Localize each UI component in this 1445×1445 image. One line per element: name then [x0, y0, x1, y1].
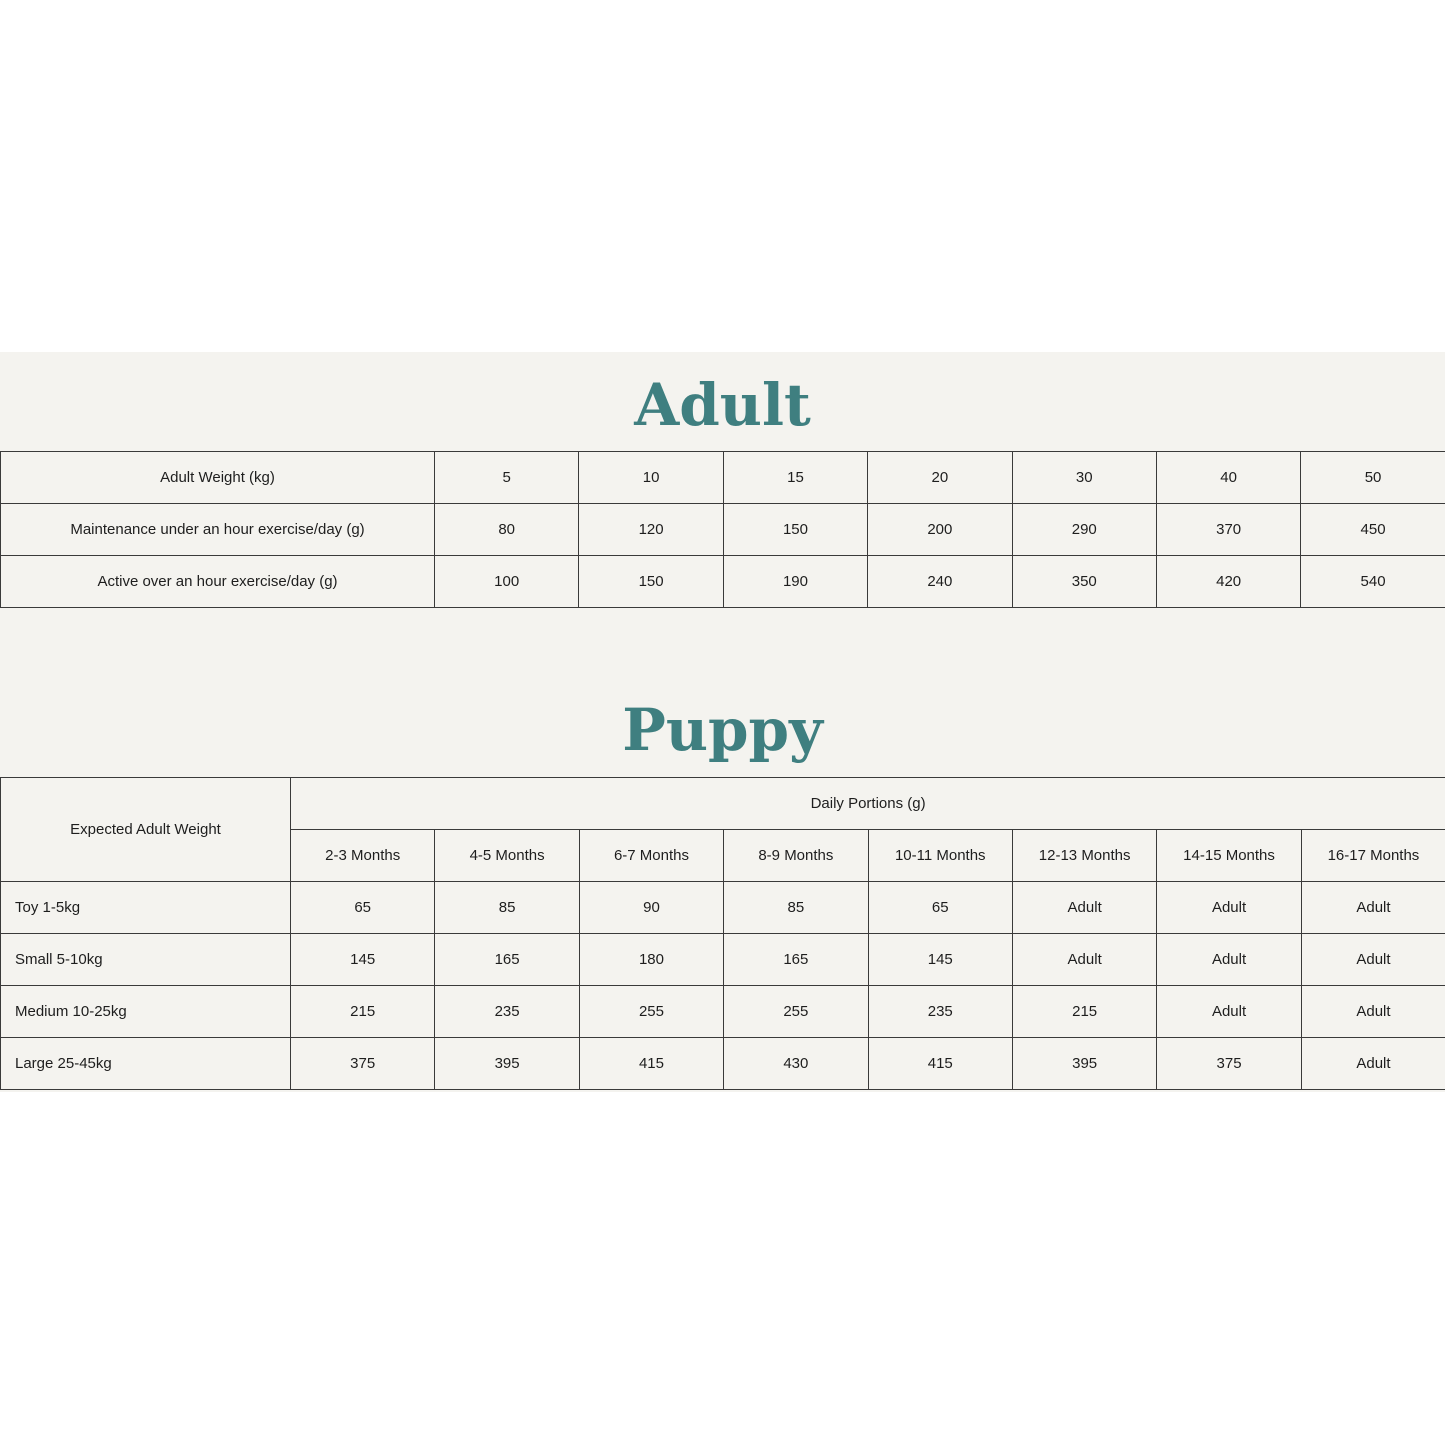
- row-label: Active over an hour exercise/day (g): [1, 556, 435, 608]
- adult-feeding-table: [0, 451, 1445, 608]
- table-cell: 85: [724, 882, 868, 934]
- adult-weight-value: 20: [868, 452, 1012, 504]
- expected-adult-weight-header: Expected Adult Weight: [1, 778, 291, 882]
- row-label: Maintenance under an hour exercise/day (g): [1, 504, 435, 556]
- table-cell: Adult: [1012, 882, 1156, 934]
- table-cell: 190: [723, 556, 867, 608]
- adult-weight-header-row: [1, 452, 1445, 504]
- adult-weight-value: 15: [723, 452, 867, 504]
- table-cell: 240: [868, 556, 1012, 608]
- adult-weight-value: 30: [1012, 452, 1156, 504]
- table-cell: Adult: [1301, 1038, 1445, 1090]
- table-cell: Adult: [1157, 934, 1301, 986]
- age-column-header: 10-11 Months: [868, 830, 1012, 882]
- table-row: [1, 986, 1445, 1038]
- adult-weight-value: 10: [579, 452, 723, 504]
- adult-weight-header-label: Adult Weight (kg): [1, 452, 435, 504]
- table-cell: 215: [291, 986, 435, 1038]
- table-cell: 120: [579, 504, 723, 556]
- table-cell: Adult: [1157, 882, 1301, 934]
- table-cell: 165: [724, 934, 868, 986]
- table-cell: 145: [868, 934, 1012, 986]
- table-cell: 375: [1157, 1038, 1301, 1090]
- adult-weight-value: 50: [1301, 452, 1445, 504]
- table-cell: 395: [1012, 1038, 1156, 1090]
- table-cell: 165: [435, 934, 579, 986]
- table-cell: 255: [579, 986, 723, 1038]
- table-cell: 430: [724, 1038, 868, 1090]
- row-label: Medium 10-25kg: [1, 986, 291, 1038]
- age-column-header: 4-5 Months: [435, 830, 579, 882]
- table-cell: Adult: [1012, 934, 1156, 986]
- adult-weight-value: 5: [435, 452, 579, 504]
- table-cell: 450: [1301, 504, 1445, 556]
- row-label: Large 25-45kg: [1, 1038, 291, 1090]
- table-cell: 180: [579, 934, 723, 986]
- puppy-section-title: Puppy: [622, 696, 823, 764]
- table-cell: 540: [1301, 556, 1445, 608]
- table-cell: 145: [291, 934, 435, 986]
- table-cell: 150: [579, 556, 723, 608]
- table-cell: 150: [723, 504, 867, 556]
- adult-weight-value: 40: [1156, 452, 1300, 504]
- puppy-feeding-table: [0, 777, 1445, 1090]
- table-cell: Adult: [1301, 882, 1445, 934]
- table-cell: 235: [435, 986, 579, 1038]
- table-cell: 420: [1156, 556, 1300, 608]
- age-column-header: 8-9 Months: [724, 830, 868, 882]
- age-column-header: 14-15 Months: [1157, 830, 1301, 882]
- table-cell: 215: [1012, 986, 1156, 1038]
- puppy-group-header-row: [1, 778, 1445, 830]
- table-row: [1, 1038, 1445, 1090]
- daily-portions-header: Daily Portions (g): [291, 778, 1445, 830]
- table-cell: Adult: [1301, 986, 1445, 1038]
- table-cell: 65: [291, 882, 435, 934]
- table-cell: 370: [1156, 504, 1300, 556]
- table-cell: 395: [435, 1038, 579, 1090]
- table-cell: Adult: [1301, 934, 1445, 986]
- table-cell: 415: [868, 1038, 1012, 1090]
- table-row: [1, 882, 1445, 934]
- table-cell: 200: [868, 504, 1012, 556]
- table-cell: 90: [579, 882, 723, 934]
- table-cell: 415: [579, 1038, 723, 1090]
- table-cell: 290: [1012, 504, 1156, 556]
- table-cell: 65: [868, 882, 1012, 934]
- table-cell: 375: [291, 1038, 435, 1090]
- table-cell: Adult: [1157, 986, 1301, 1038]
- age-column-header: 16-17 Months: [1301, 830, 1445, 882]
- table-cell: 100: [435, 556, 579, 608]
- row-label: Toy 1-5kg: [1, 882, 291, 934]
- table-cell: 235: [868, 986, 1012, 1038]
- age-column-header: 6-7 Months: [579, 830, 723, 882]
- table-cell: 350: [1012, 556, 1156, 608]
- table-row: [1, 504, 1445, 556]
- table-cell: 255: [724, 986, 868, 1038]
- table-row: [1, 556, 1445, 608]
- table-cell: 85: [435, 882, 579, 934]
- table-cell: 80: [435, 504, 579, 556]
- age-column-header: 12-13 Months: [1012, 830, 1156, 882]
- table-row: [1, 934, 1445, 986]
- adult-section-title: Adult: [634, 371, 811, 439]
- age-column-header: 2-3 Months: [291, 830, 435, 882]
- row-label: Small 5-10kg: [1, 934, 291, 986]
